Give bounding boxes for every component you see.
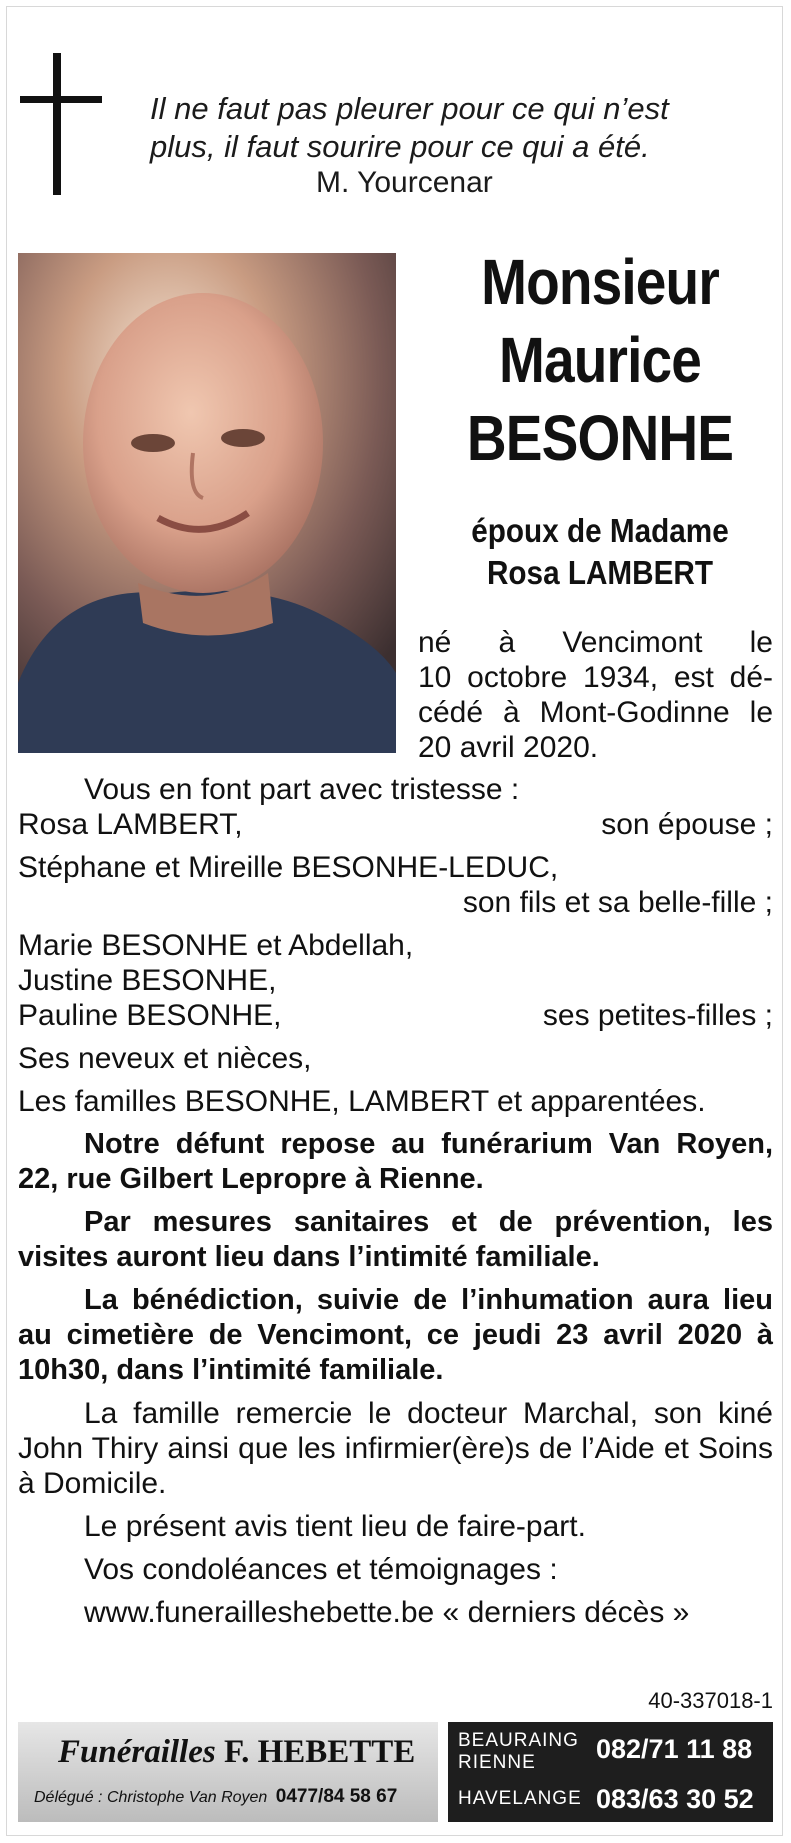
phone-number[interactable]: 083/63 30 52 xyxy=(596,1784,754,1814)
condolences-paragraph: Vos condoléances et témoignages : xyxy=(84,1553,558,1586)
mesures-paragraph: Par mesures sanitaires et de prévention, les visites auront lieu dans l’intimité familiale. xyxy=(18,1206,773,1273)
delegate-phone[interactable]: 0477/84 58 67 xyxy=(275,1786,398,1807)
location-label: BEAURAING xyxy=(458,1730,579,1751)
spouse-info xyxy=(447,510,753,594)
family-member: Stéphane et Mireille BESONHE-LEDUC, xyxy=(18,851,559,884)
born-line: né à Vencimont le xyxy=(418,626,773,659)
location-label: HAVELANGE xyxy=(458,1788,582,1809)
brand xyxy=(58,1734,415,1771)
benediction-paragraph: La bénédiction, suivie de l’inhumation aura lieu au cimetière de Vencimont, ce jeudi 23 avril 2020 à 10h30, dans l’intimité familiale. xyxy=(18,1284,773,1386)
repose-paragraph: Notre défunt repose au funérarium Van Royen, 22, rue Gilbert Lepropre à Rienne. xyxy=(18,1128,773,1195)
website-link[interactable]: www.funerailleshebette.be « derniers décès » xyxy=(84,1596,690,1629)
relation: ses petites-filles ; xyxy=(542,999,773,1032)
cross-icon xyxy=(20,53,102,195)
last-name: BESONHE xyxy=(466,402,734,474)
born-line: 10 octobre 1934, est dé- xyxy=(418,661,773,694)
family-member: Marie BESONHE et Abdellah, xyxy=(18,929,414,962)
born-line: cédé à Mont-Godinne le xyxy=(418,696,773,729)
quote xyxy=(150,90,669,166)
spouse-line: Rosa LAMBERT xyxy=(486,554,714,591)
brand-prefix: Funérailles xyxy=(58,1734,216,1770)
delegate-label: Délégué : Christophe Van Royen xyxy=(34,1789,268,1806)
family-row xyxy=(18,807,773,842)
banner-left xyxy=(18,1722,438,1822)
phone-number[interactable]: 082/71 11 88 xyxy=(596,1734,753,1764)
quote-author: M. Yourcenar xyxy=(316,166,493,199)
quote-line: Il ne faut pas pleurer pour ce qui n’est xyxy=(150,91,669,126)
family-member: Justine BESONHE, xyxy=(18,964,277,997)
title: Monsieur xyxy=(481,246,719,318)
notice-paragraph: Le présent avis tient lieu de faire-part. xyxy=(84,1510,586,1543)
family-member: Rosa LAMBERT, xyxy=(18,808,243,841)
delegate xyxy=(34,1786,397,1808)
reference-number: 40-337018-1 xyxy=(648,1688,773,1713)
family-member: Les familles BESONHE, LAMBERT et apparentées. xyxy=(18,1085,706,1118)
relation: son fils et sa belle-fille ; xyxy=(462,886,773,919)
first-name: Maurice xyxy=(499,324,701,396)
location-label: RIENNE xyxy=(458,1752,536,1773)
banner-right xyxy=(448,1722,773,1822)
funeral-home-banner xyxy=(18,1722,773,1822)
deceased-name xyxy=(430,243,770,477)
announcement-body xyxy=(18,772,773,1630)
birth-death-info xyxy=(418,625,773,765)
family-row xyxy=(18,998,773,1033)
quote-line: plus, il faut sourire pour ce qui a été. xyxy=(150,129,650,164)
intro: Vous en font part avec tristesse : xyxy=(84,773,520,806)
relation: son épouse ; xyxy=(601,808,773,841)
spouse-line: époux de Madame xyxy=(471,512,729,549)
born-line: 20 avril 2020. xyxy=(418,731,599,764)
brand-name: F. HEBETTE xyxy=(223,1734,416,1770)
portrait-photo xyxy=(18,253,396,753)
family-member: Ses neveux et nièces, xyxy=(18,1042,312,1075)
thanks-paragraph: La famille remercie le docteur Marchal, son kiné John Thiry ainsi que les infirmier(ère)s de l’Aide et Soins à Domicile. xyxy=(18,1397,773,1500)
family-member: Pauline BESONHE, xyxy=(18,999,282,1032)
